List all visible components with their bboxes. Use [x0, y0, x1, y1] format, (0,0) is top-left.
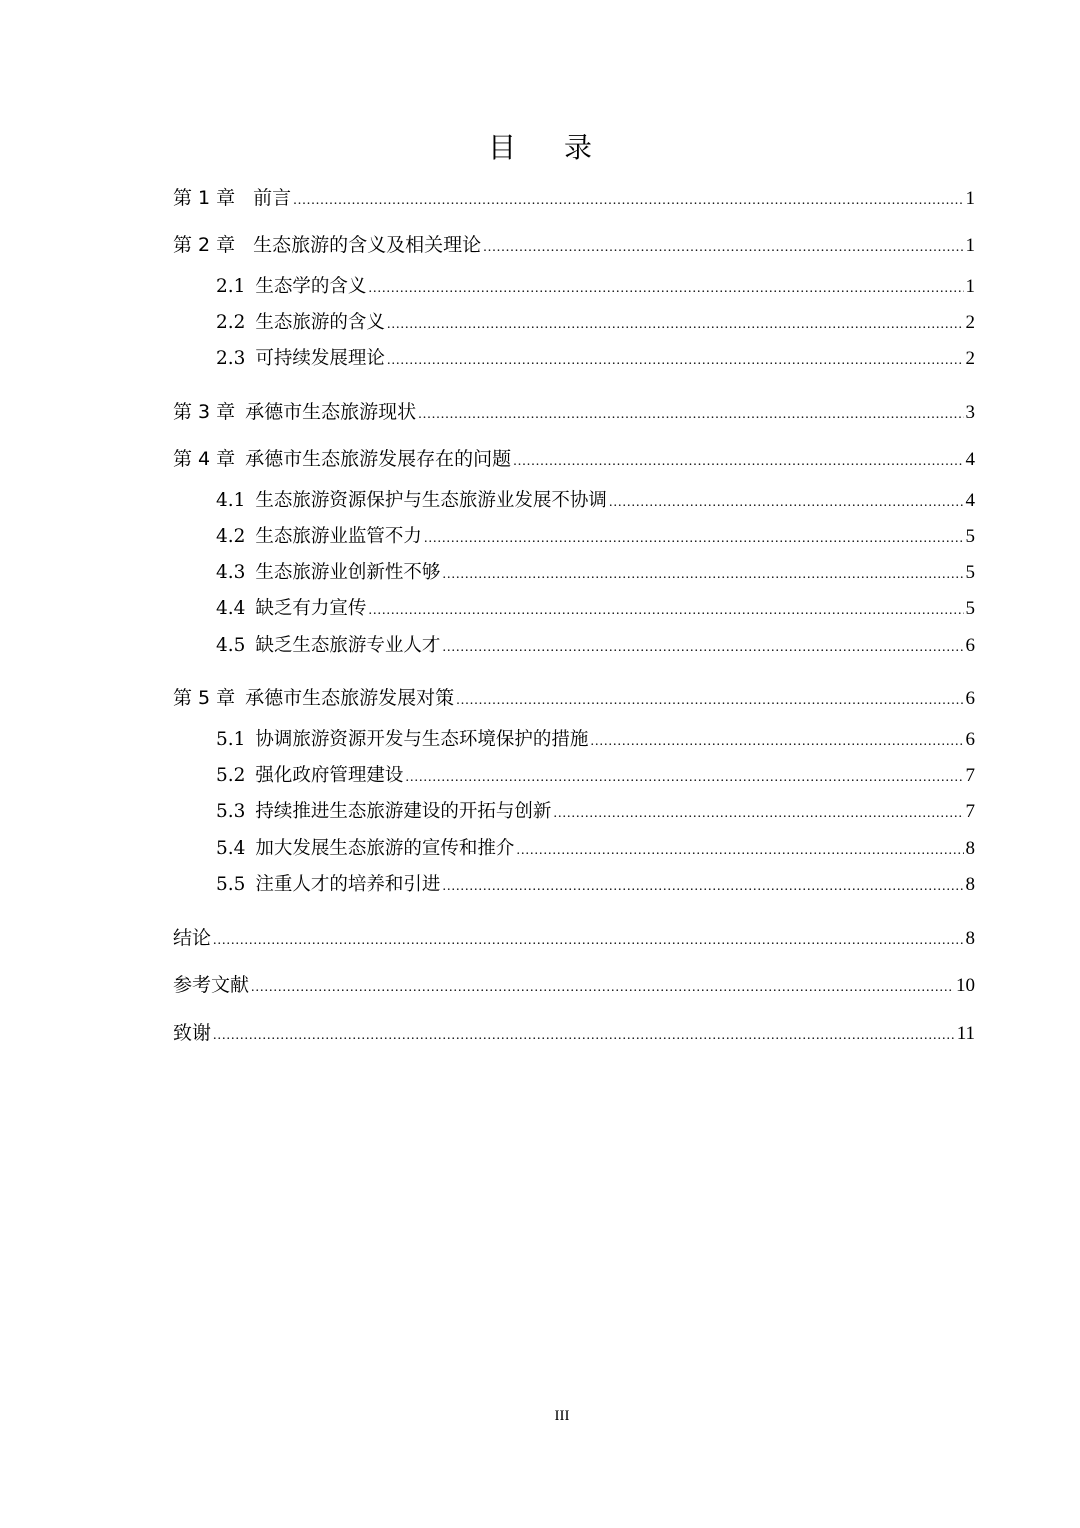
section-number: 4.1: [216, 490, 246, 511]
chapter-number: 第 3 章: [173, 401, 236, 423]
toc-entry-section-4-4[interactable]: [0, 595, 1080, 623]
section-title: 生态旅游业监管不力: [255, 526, 422, 547]
page-number: 1: [965, 188, 975, 209]
toc-entry-label: 参考文献: [173, 974, 250, 996]
section-number: 5.3: [216, 801, 246, 822]
chapter-number: 第 1 章: [173, 187, 236, 209]
title-char-2: 录: [564, 131, 593, 164]
section-number: 5.5: [216, 874, 246, 895]
toc-entry-label: 结论: [173, 927, 212, 949]
toc-entry-section-2-3[interactable]: [0, 345, 1080, 373]
dot-leader: [387, 311, 964, 339]
chapter-number: 第 4 章: [173, 448, 236, 470]
page-number: 2: [965, 312, 975, 333]
toc-entry-section-4-1[interactable]: [0, 487, 1080, 515]
toc-entry-label: [216, 632, 442, 660]
toc-entry-label: [216, 345, 387, 373]
toc-entry-label: [216, 559, 442, 587]
chapter-title: 承德市生态旅游发展对策: [245, 687, 455, 709]
page-number: 8: [965, 838, 975, 859]
section-number: 2.3: [216, 348, 246, 369]
page-number: 4: [965, 490, 975, 511]
section-title: 注重人才的培养和引进: [255, 874, 441, 895]
toc-entry-label: 致谢: [173, 1022, 212, 1044]
chapter-title: 前言: [253, 187, 292, 209]
dot-leader: [418, 401, 963, 429]
chapter-title: 承德市生态旅游发展存在的问题: [245, 448, 512, 470]
page-number: 7: [965, 801, 975, 822]
section-title: 协调旅游资源开发与生态环境保护的措施: [255, 729, 589, 750]
chapter-title: 承德市生态旅游现状: [245, 401, 417, 423]
toc-entry-conclusion[interactable]: [0, 924, 1080, 952]
toc-entry-chapter-4[interactable]: [0, 445, 1080, 473]
page-number: 6: [965, 635, 975, 656]
dot-leader: [213, 1022, 955, 1050]
dot-leader: [251, 974, 954, 1002]
dot-leader: [516, 837, 963, 865]
page-number: 2: [965, 348, 975, 369]
section-number: 5.1: [216, 729, 246, 750]
section-title: 强化政府管理建设: [255, 765, 404, 786]
page-number: 6: [965, 729, 975, 750]
toc-entry-section-5-5[interactable]: [0, 871, 1080, 899]
toc-entry-section-5-2[interactable]: [0, 762, 1080, 790]
toc-entry-section-4-3[interactable]: [0, 559, 1080, 587]
section-number: 5.2: [216, 765, 246, 786]
dot-leader: [387, 347, 964, 375]
page-number: 1: [965, 276, 975, 297]
dot-leader: [213, 927, 963, 955]
section-title: 生态旅游资源保护与生态旅游业发展不协调: [255, 490, 607, 511]
toc-entry-chapter-5[interactable]: [0, 684, 1080, 712]
page-number: 5: [965, 562, 975, 583]
section-number: 5.4: [216, 838, 246, 859]
dot-leader: [424, 525, 964, 553]
chapter-title: 生态旅游的含义及相关理论: [253, 234, 482, 256]
page-number: 3: [965, 402, 975, 423]
dot-leader: [368, 597, 963, 625]
toc-entry-label: [216, 871, 442, 899]
dot-leader: [513, 448, 963, 476]
dot-leader: [609, 489, 964, 517]
section-title: 生态旅游的含义: [255, 312, 385, 333]
toc-entry-section-4-2[interactable]: [0, 523, 1080, 551]
toc-entry-acknowledgements[interactable]: [0, 1019, 1080, 1047]
dot-leader: [456, 687, 963, 715]
toc-entry-label: [216, 798, 553, 826]
page-number: 6: [965, 688, 975, 709]
dot-leader: [553, 800, 963, 828]
section-number: 4.2: [216, 526, 246, 547]
toc-entry-chapter-1[interactable]: [0, 184, 1080, 212]
section-title: 生态旅游业创新性不够: [255, 562, 441, 583]
toc-entry-section-5-3[interactable]: [0, 798, 1080, 826]
dot-leader: [442, 873, 963, 901]
page-number: 11: [956, 1023, 975, 1044]
toc-entry-label: [216, 726, 590, 754]
title-char-1: 目: [487, 131, 516, 164]
page-number: 1: [965, 235, 975, 256]
dot-leader: [442, 634, 963, 662]
toc-entry-section-2-1[interactable]: [0, 273, 1080, 301]
section-title: 生态学的含义: [255, 276, 367, 297]
toc-entry-label: [173, 684, 456, 712]
dot-leader: [483, 234, 963, 262]
page-number: 10: [956, 975, 975, 996]
section-number: 4.3: [216, 562, 246, 583]
section-title: 可持续发展理论: [255, 348, 385, 369]
toc-entry-label: [173, 398, 418, 426]
toc-entry-label: [173, 445, 513, 473]
section-title: 缺乏生态旅游专业人才: [255, 635, 441, 656]
section-number: 4.5: [216, 635, 246, 656]
toc-entry-chapter-2[interactable]: [0, 231, 1080, 259]
section-title: 缺乏有力宣传: [255, 598, 367, 619]
page-number: 8: [965, 928, 975, 949]
toc-entry-label: [216, 309, 387, 337]
chapter-number: 第 5 章: [173, 687, 236, 709]
toc-entry-label: [216, 487, 609, 515]
section-number: 4.4: [216, 598, 246, 619]
toc-entry-section-2-2[interactable]: [0, 309, 1080, 337]
chapter-number: 第 2 章: [173, 234, 236, 256]
dot-leader: [368, 275, 963, 303]
toc-entry-label: [216, 835, 516, 863]
dot-leader: [405, 764, 963, 792]
dot-leader: [293, 187, 963, 215]
toc-entry-section-4-5[interactable]: [0, 632, 1080, 660]
section-title: 加大发展生态旅游的宣传和推介: [255, 838, 515, 859]
dot-leader: [590, 728, 963, 756]
page-number: 5: [965, 598, 975, 619]
page-number: 7: [965, 765, 975, 786]
toc-entry-label: [173, 184, 293, 212]
dot-leader: [442, 561, 963, 589]
section-number: 2.1: [216, 276, 246, 297]
footer-page-number: III: [554, 1408, 570, 1424]
page-number: 4: [965, 449, 975, 470]
toc-entry-label: [173, 231, 483, 259]
toc-entry-section-5-1[interactable]: [0, 726, 1080, 754]
toc-entry-label: [216, 762, 405, 790]
toc-entry-chapter-3[interactable]: [0, 398, 1080, 426]
page-number: 8: [965, 874, 975, 895]
toc-entry-label: [216, 523, 424, 551]
section-title: 持续推进生态旅游建设的开拓与创新: [255, 801, 552, 822]
toc-entry-label: [216, 595, 368, 623]
toc-entry-label: [216, 273, 368, 301]
toc-entry-section-5-4[interactable]: [0, 835, 1080, 863]
page-number: 5: [965, 526, 975, 547]
toc-entry-references[interactable]: [0, 971, 1080, 999]
section-number: 2.2: [216, 312, 246, 333]
